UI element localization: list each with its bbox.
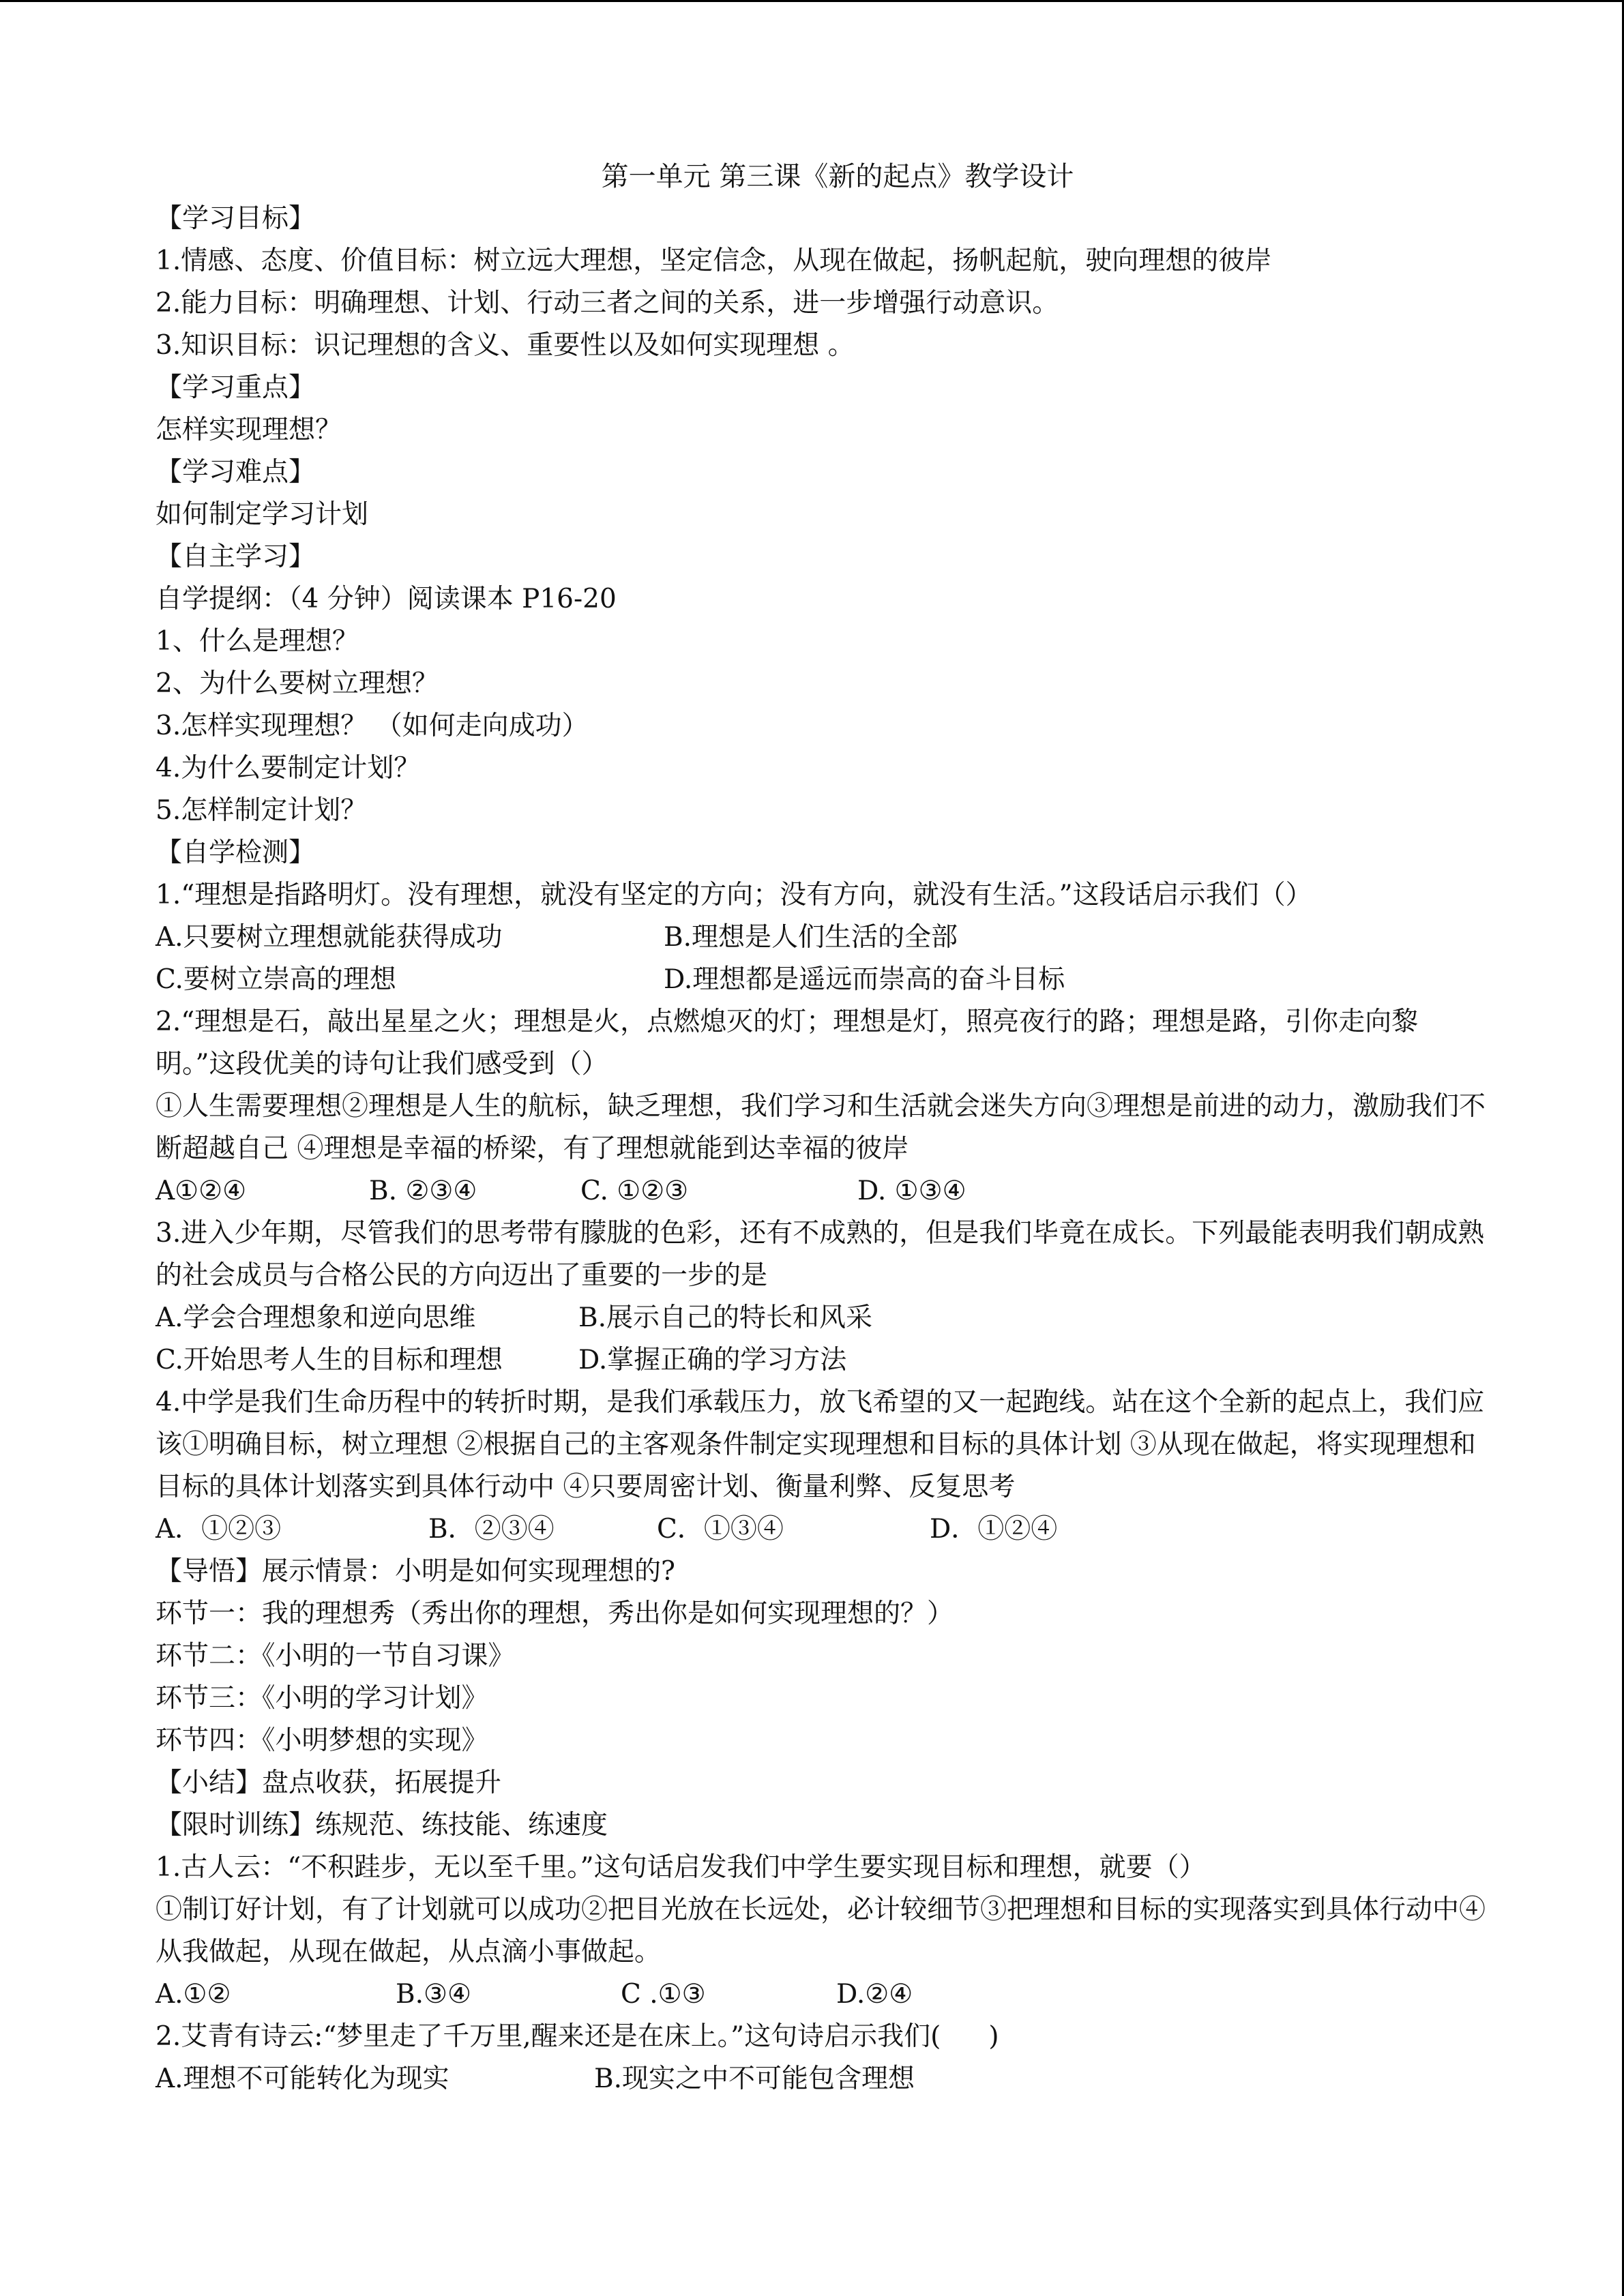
option-a: A.学会合理想象和逆向思维 <box>156 1302 476 1333</box>
option-c: C．①③④ <box>657 1514 784 1545</box>
question-1-options-row-1 <box>156 916 1492 959</box>
option-b: B.③④ <box>396 1979 471 2010</box>
outline-question: 4.为什么要制定计划？ <box>156 753 421 784</box>
step-4: 环节四：《小明梦想的实现》 <box>156 1725 488 1756</box>
goal-3: 3.知识目标：识记理想的含义、重要性以及如何实现理想 。 <box>156 330 855 361</box>
document-title: 第一单元 第三课《新的起点》教学设计 <box>601 161 1074 192</box>
section-heading-focus: 【学习重点】 <box>156 372 316 403</box>
drill-question-2-options <box>156 2058 1492 2100</box>
question-4-stem: 4.中学是我们生命历程中的转折时期，是我们承载压力，放飞希望的又一起跑线。站在这个全新的起点上，我们应该①明确目标，树立理想 ②根据自己的主客观条件制定实现理想和目标的具体计划 ③从现在做起，将实现理想和目标的具体计划落实到具体行动中 ④只要周密计划、衡量利弊、反复思考 <box>156 1387 1485 1502</box>
drill-question-2-stem-close: ) <box>988 2021 999 2052</box>
goal-2: 2.能力目标：明确理想、计划、行动三者之间的关系，进一步增强行动意识。 <box>156 288 1059 318</box>
option-b: B.现实之中不可能包含理想 <box>594 2063 915 2094</box>
document-page <box>156 155 1492 2100</box>
option-a: A①②④ <box>156 1176 247 1206</box>
option-b: B. ②③④ <box>369 1176 477 1206</box>
outline-question: 1、什么是理想？ <box>156 626 359 657</box>
drill-question-1-options <box>156 1973 1492 2016</box>
guide-heading: 【导悟】展示情景：小明是如何实现理想的? <box>156 1556 675 1587</box>
option-c: C .①③ <box>621 1979 706 2010</box>
step-2: 环节二：《小明的一节自习课》 <box>156 1641 515 1671</box>
option-b: B．②③④ <box>428 1514 555 1545</box>
step-3: 环节三：《小明的学习计划》 <box>156 1683 488 1714</box>
outline-question: 2、为什么要树立理想？ <box>156 668 439 699</box>
section-heading-difficulty: 【学习难点】 <box>156 457 316 488</box>
question-3-options-row-2 <box>156 1339 1492 1382</box>
outline-question: 3.怎样实现理想？ （如何走向成功） <box>156 711 589 741</box>
page-border-top <box>0 0 1624 2</box>
question-3-options-row-1 <box>156 1297 1492 1339</box>
option-b: B.理想是人们生活的全部 <box>664 922 958 953</box>
drill-question-2-stem-text: 2.艾青有诗云:“梦里走了千万里,醒来还是在床上。”这句诗启示我们( <box>156 2021 941 2052</box>
option-a: A.理想不可能转化为现实 <box>156 2063 449 2094</box>
question-2-items: ①人生需要理想②理想是人生的航标，缺乏理想，我们学习和生活就会迷失方向③理想是前进的动力，激励我们不断超越自己 ④理想是幸福的桥梁，有了理想就能到达幸福的彼岸 <box>156 1091 1486 1164</box>
drill-question-1-stem: 1.古人云：“不积跬步，无以至千里。”这句话启发我们中学生要实现目标和理想，就要（） <box>156 1852 1206 1883</box>
step-1: 环节一：我的理想秀（秀出你的理想，秀出你是如何实现理想的？） <box>156 1598 954 1629</box>
option-a: A.①② <box>156 1979 231 2010</box>
question-2-options <box>156 1170 1492 1212</box>
section-heading-goals: 【学习目标】 <box>156 203 316 234</box>
outline-question: 5.怎样制定计划？ <box>156 795 368 826</box>
question-1-stem: 1.“理想是指路明灯。没有理想，就没有坚定的方向；没有方向，就没有生活。”这段话启示我们（） <box>156 880 1312 910</box>
option-d: D. ①③④ <box>857 1176 966 1206</box>
option-a: A.只要树立理想就能获得成功 <box>156 922 503 953</box>
question-1-options-row-2 <box>156 959 1492 1001</box>
option-a: A．①②③ <box>156 1514 282 1545</box>
study-outline: 自学提纲：（4 分钟）阅读课本 P16-20 <box>156 584 617 614</box>
question-3-stem: 3.进入少年期，尽管我们的思考带有朦胧的色彩，还有不成熟的，但是我们毕竟在成长。下列最能表明我们朝成熟的社会成员与合格公民的方向迈出了重要的一步的是 <box>156 1218 1485 1291</box>
option-d: D．①②④ <box>930 1514 1058 1545</box>
question-2-stem: 2.“理想是石，敲出星星之火；理想是火，点燃熄灭的灯；理想是灯，照亮夜行的路；理想是路，引你走向黎明。”这段优美的诗句让我们感受到（） <box>156 1007 1419 1079</box>
section-heading-self-study: 【自主学习】 <box>156 541 316 572</box>
option-c: C.要树立崇高的理想 <box>156 964 396 995</box>
difficulty-text: 如何制定学习计划 <box>156 499 369 530</box>
option-d: D.掌握正确的学习方法 <box>578 1345 847 1375</box>
summary-heading: 【小结】盘点收获，拓展提升 <box>156 1768 502 1798</box>
option-b: B.展示自己的特长和风采 <box>578 1302 873 1333</box>
drill-heading: 【限时训练】练规范、练技能、练速度 <box>156 1810 608 1840</box>
goal-1: 1.情感、态度、价值目标：树立远大理想，坚定信念，从现在做起，扬帆起航，驶向理想的彼岸 <box>156 245 1272 276</box>
option-d: D.理想都是遥远而崇高的奋斗目标 <box>664 964 1065 995</box>
focus-text: 怎样实现理想？ <box>156 415 342 445</box>
question-4-options <box>156 1508 1492 1551</box>
drill-question-2-stem <box>156 2016 1492 2058</box>
option-d: D.②④ <box>836 1979 913 2010</box>
section-heading-self-check: 【自学检测】 <box>156 837 316 868</box>
option-c: C.开始思考人生的目标和理想 <box>156 1345 503 1375</box>
drill-question-1-items: ①制订好计划，有了计划就可以成功②把目光放在长远处，必计较细节③把理想和目标的实现落实到具体行动中④从我做起，从现在做起，从点滴小事做起。 <box>156 1894 1486 1967</box>
option-c: C. ①②③ <box>580 1176 689 1206</box>
